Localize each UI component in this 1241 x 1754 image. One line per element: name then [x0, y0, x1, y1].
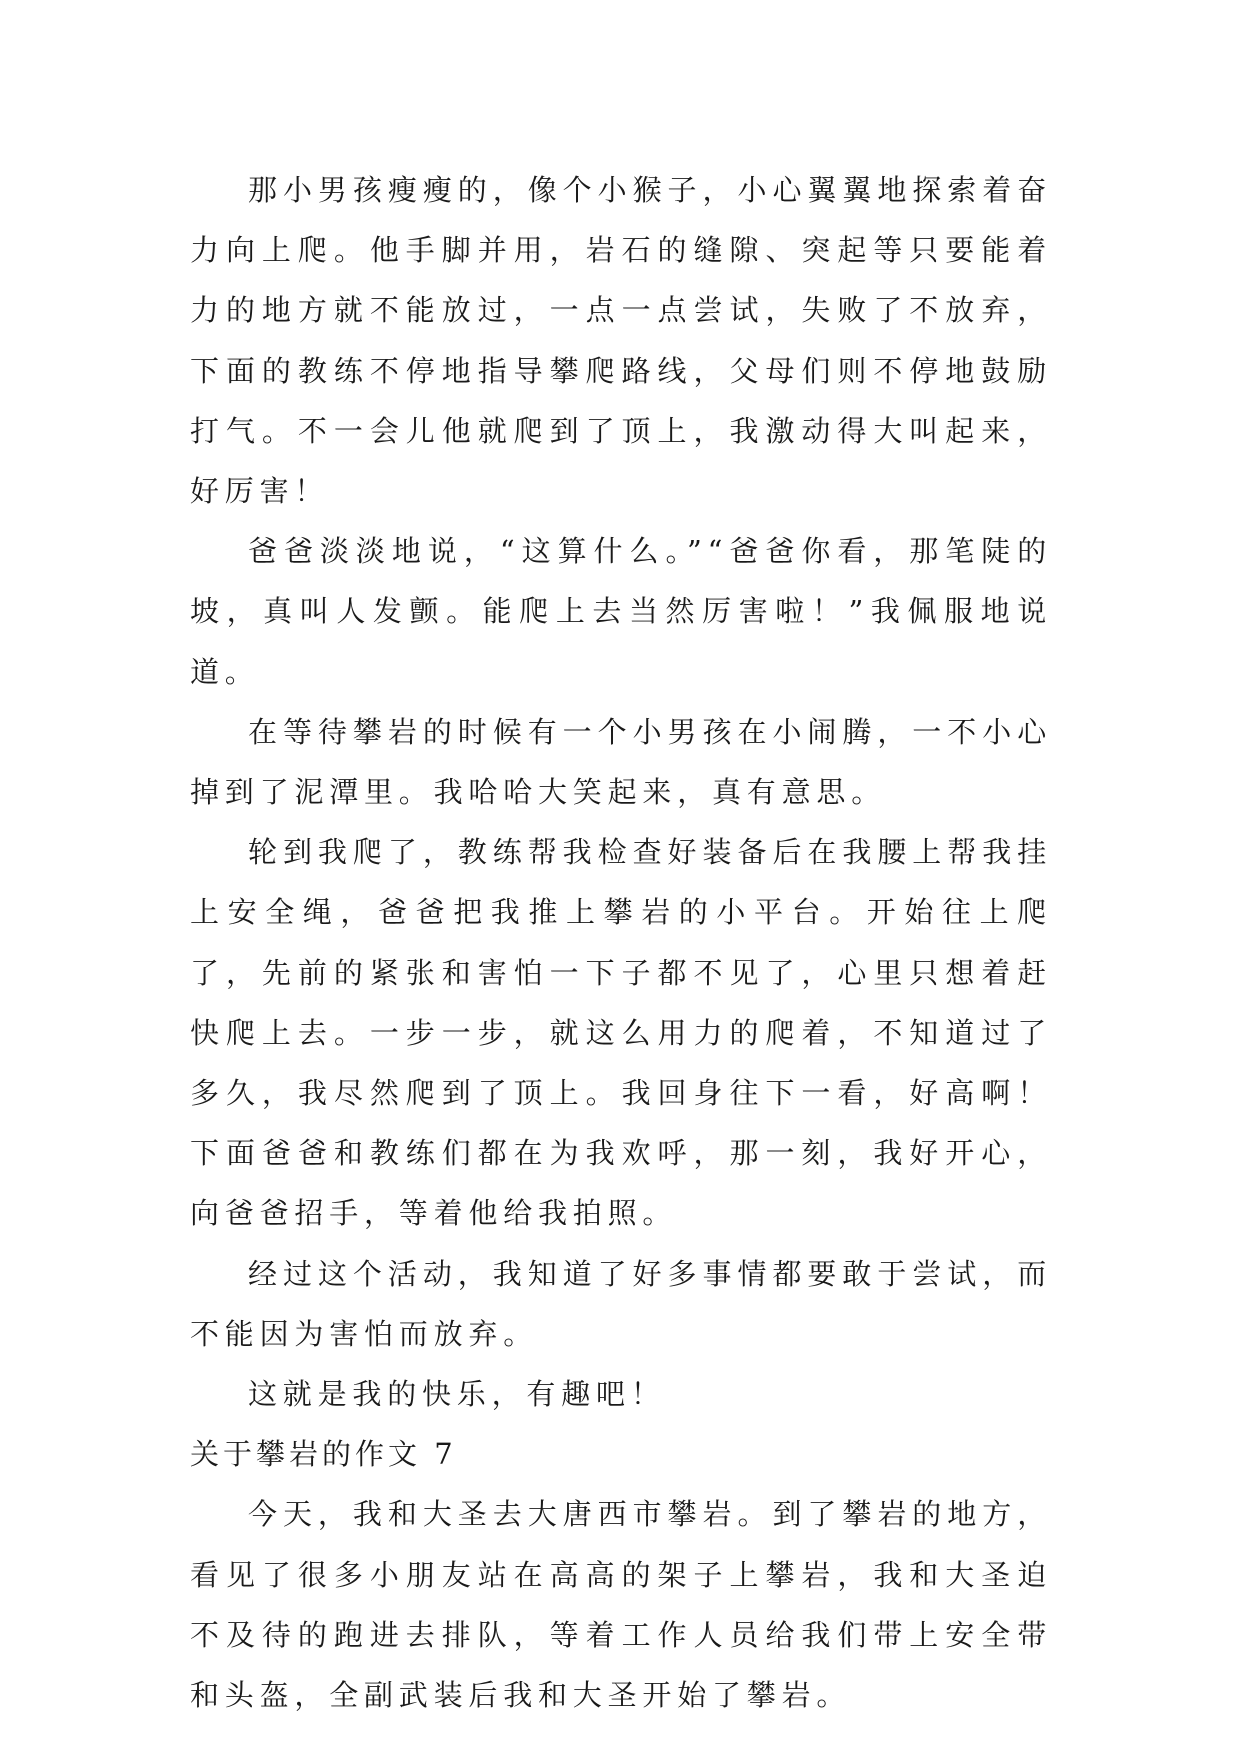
- section-heading: 关于攀岩的作文 7: [190, 1437, 457, 1472]
- paragraph: 轮到我爬了，教练帮我检查好装备后在我腰上帮我挂上安全绳，爸爸把我推上攀岩的小平台。开始往上爬了，先前的紧张和害怕一下子都不见了，心里只想着赶快爬上去。一步一步，就这么用力的爬着，不知道过了多久，我尽然爬到了顶上。我回身往下一看，好高啊！下面爸爸和教练们都在为我欢呼，那一刻，我好开心，向爸爸招手，等着他给我拍照。: [190, 835, 1052, 1231]
- paragraph: 那小男孩瘦瘦的，像个小猴子，小心翼翼地探索着奋力向上爬。他手脚并用，岩石的缝隙、突起等只要能着力的地方就不能放过，一点一点尝试，失败了不放弃，下面的教练不停地指导攀爬路线，父母们则不停地鼓励打气。不一会儿他就爬到了顶上，我激动得大叫起来，好厉害！: [190, 173, 1052, 509]
- paragraph: 在等待攀岩的时候有一个小男孩在小闹腾，一不小心掉到了泥潭里。我哈哈大笑起来，真有意思。: [190, 714, 1052, 810]
- paragraph: 爸爸淡淡地说，“这算什么。”“爸爸你看，那笔陡的坡，真叫人发颤。能爬上去当然厉害啦！”我佩服地说道。: [190, 534, 1052, 689]
- paragraph: 今天，我和大圣去大唐西市攀岩。到了攀岩的地方，看见了很多小朋友站在高高的架子上攀岩，我和大圣迫不及待的跑进去排队，等着工作人员给我们带上安全带和头盔，全副武装后我和大圣开始了攀岩。: [190, 1497, 1052, 1713]
- paragraph: 这就是我的快乐，有趣吧！: [248, 1377, 666, 1412]
- document-body: [190, 160, 1052, 1725]
- paragraph: 经过这个活动，我知道了好多事情都要敢于尝试，而不能因为害怕而放弃。: [190, 1256, 1052, 1351]
